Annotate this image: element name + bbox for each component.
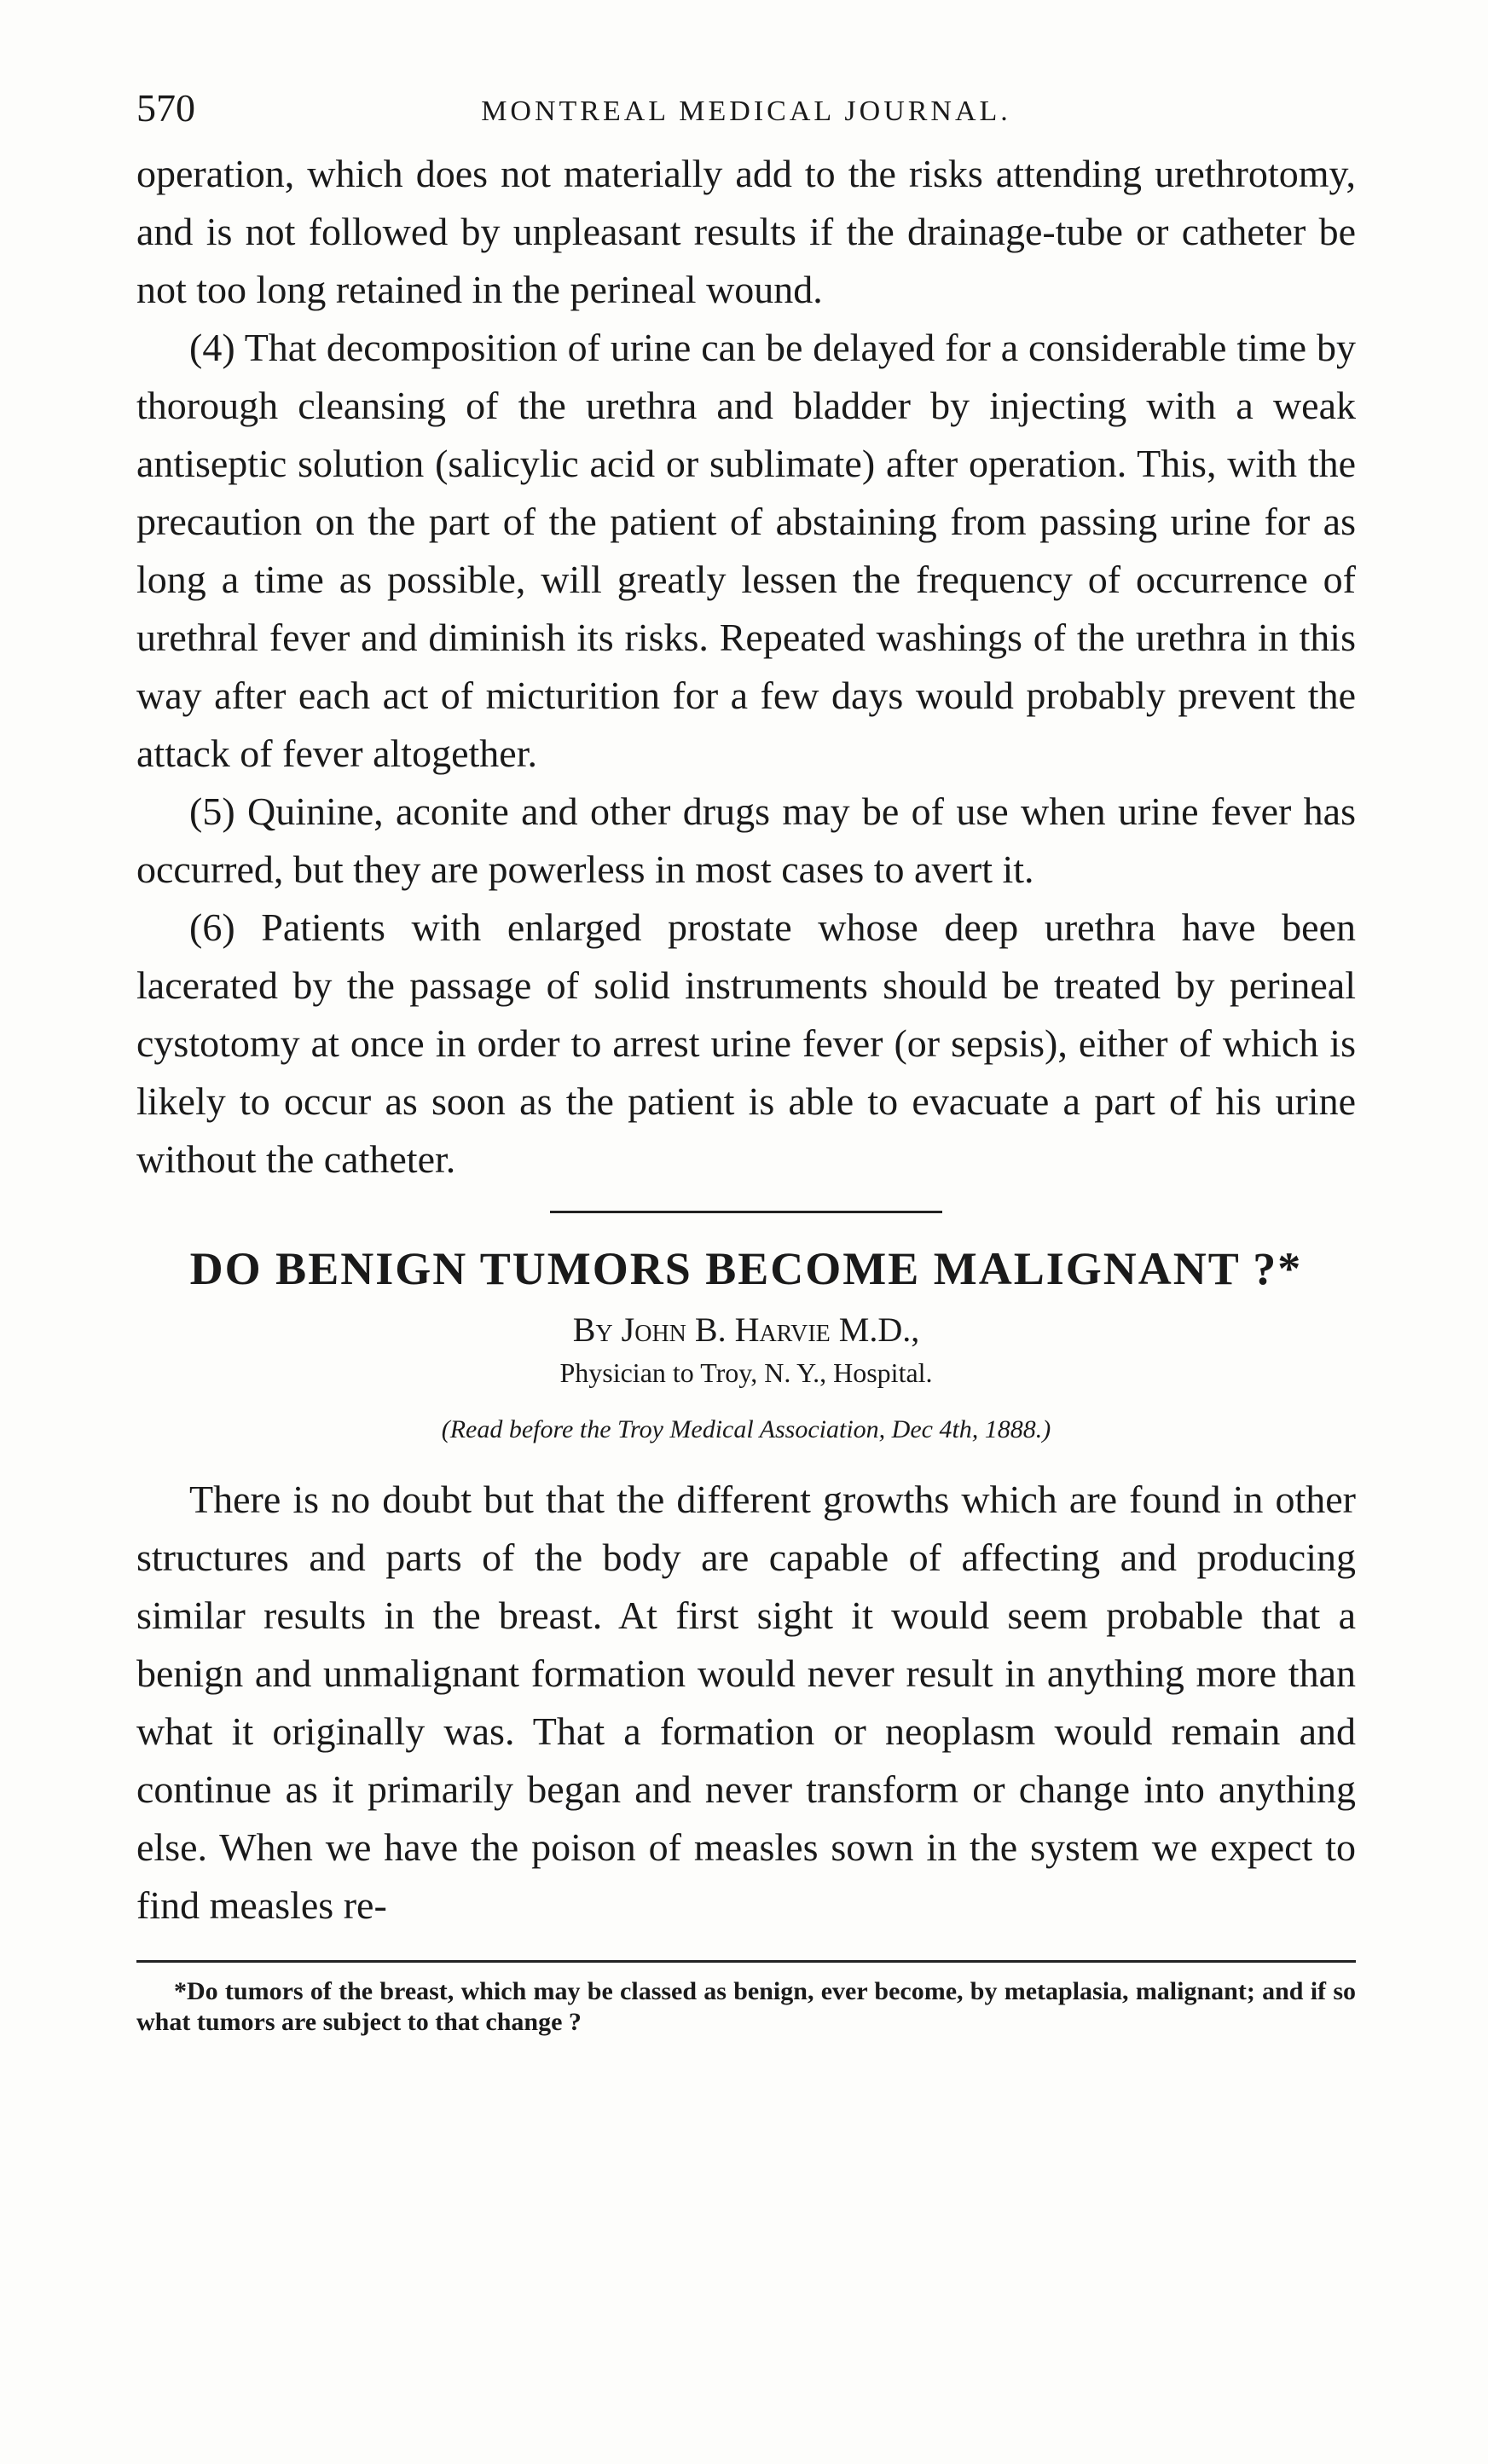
page-number: 570 [136,86,195,130]
section-divider [550,1211,942,1213]
article-author: By John B. Harvie M.D., [572,1310,920,1349]
paragraph-point-4: (4) That decomposition of urine can be delayed for a considerable time by thorough cleansing of the urethra and bladder by injecting with a weak antiseptic solution (salicylic acid or sublimate) after operation. This, with the precaution on the part of the patient of abstaining from passing urine for as long a time as possible, will greatly lessen the frequency of occurrence of urethral fever and diminish its risks. Repeated washings of the urethra in this way after each act of micturition for a few days would probably prevent the attack of fever altogether. [136,326,1356,775]
previous-article-conclusion [136,145,1356,1189]
paragraph-point-5: (5) Quinine, aconite and other drugs may be of use when urine fever has occurred, but they are powerless in most cases to avert it. [136,790,1356,891]
paragraph-continuation: operation, which does not materially add to the risks attending urethrotomy, and is not followed by unpleasant results if the drainage-tube or catheter be not too long retained in the perineal wound. [136,152,1356,311]
running-head [136,85,1356,145]
article-paragraph: There is no doubt but that the different growths which are found in other structures and parts of the body are capable of affecting and producing similar results in the breast. At first sight it would seem probable that a benign and unmalignant formation would never result in anything more than what it originally was. That a formation or neoplasm would remain and continue as it primarily began and never transform or change into anything else. When we have the poison of measles sown in the system we expect to find measles re- [136,1478,1356,1927]
journal-title: MONTREAL MEDICAL JOURNAL. [481,95,1011,127]
footnote: *Do tumors of the breast, which may be classed as benign, ever become, by metaplasia, malignant; and if so what tumors are subject to that change ? [136,1977,1356,2036]
journal-page [136,85,1356,2038]
author-affiliation: Physician to Troy, N. Y., Hospital. [559,1357,933,1388]
article-title: DO BENIGN TUMORS BECOME MALIGNANT ?* [189,1243,1303,1294]
article-body [136,1471,1356,1935]
footnote-divider [136,1960,1356,1963]
read-before-note: (Read before the Troy Medical Association, Dec 4th, 1888.) [441,1415,1051,1443]
paragraph-point-6: (6) Patients with enlarged prostate whose deep urethra have been lacerated by the passage of solid instruments should be treated by perineal cystotomy at once in order to arrest urine fever (or sepsis), either of which is likely to occur as soon as the patient is able to evacuate a part of his urine without the catheter. [136,905,1356,1181]
